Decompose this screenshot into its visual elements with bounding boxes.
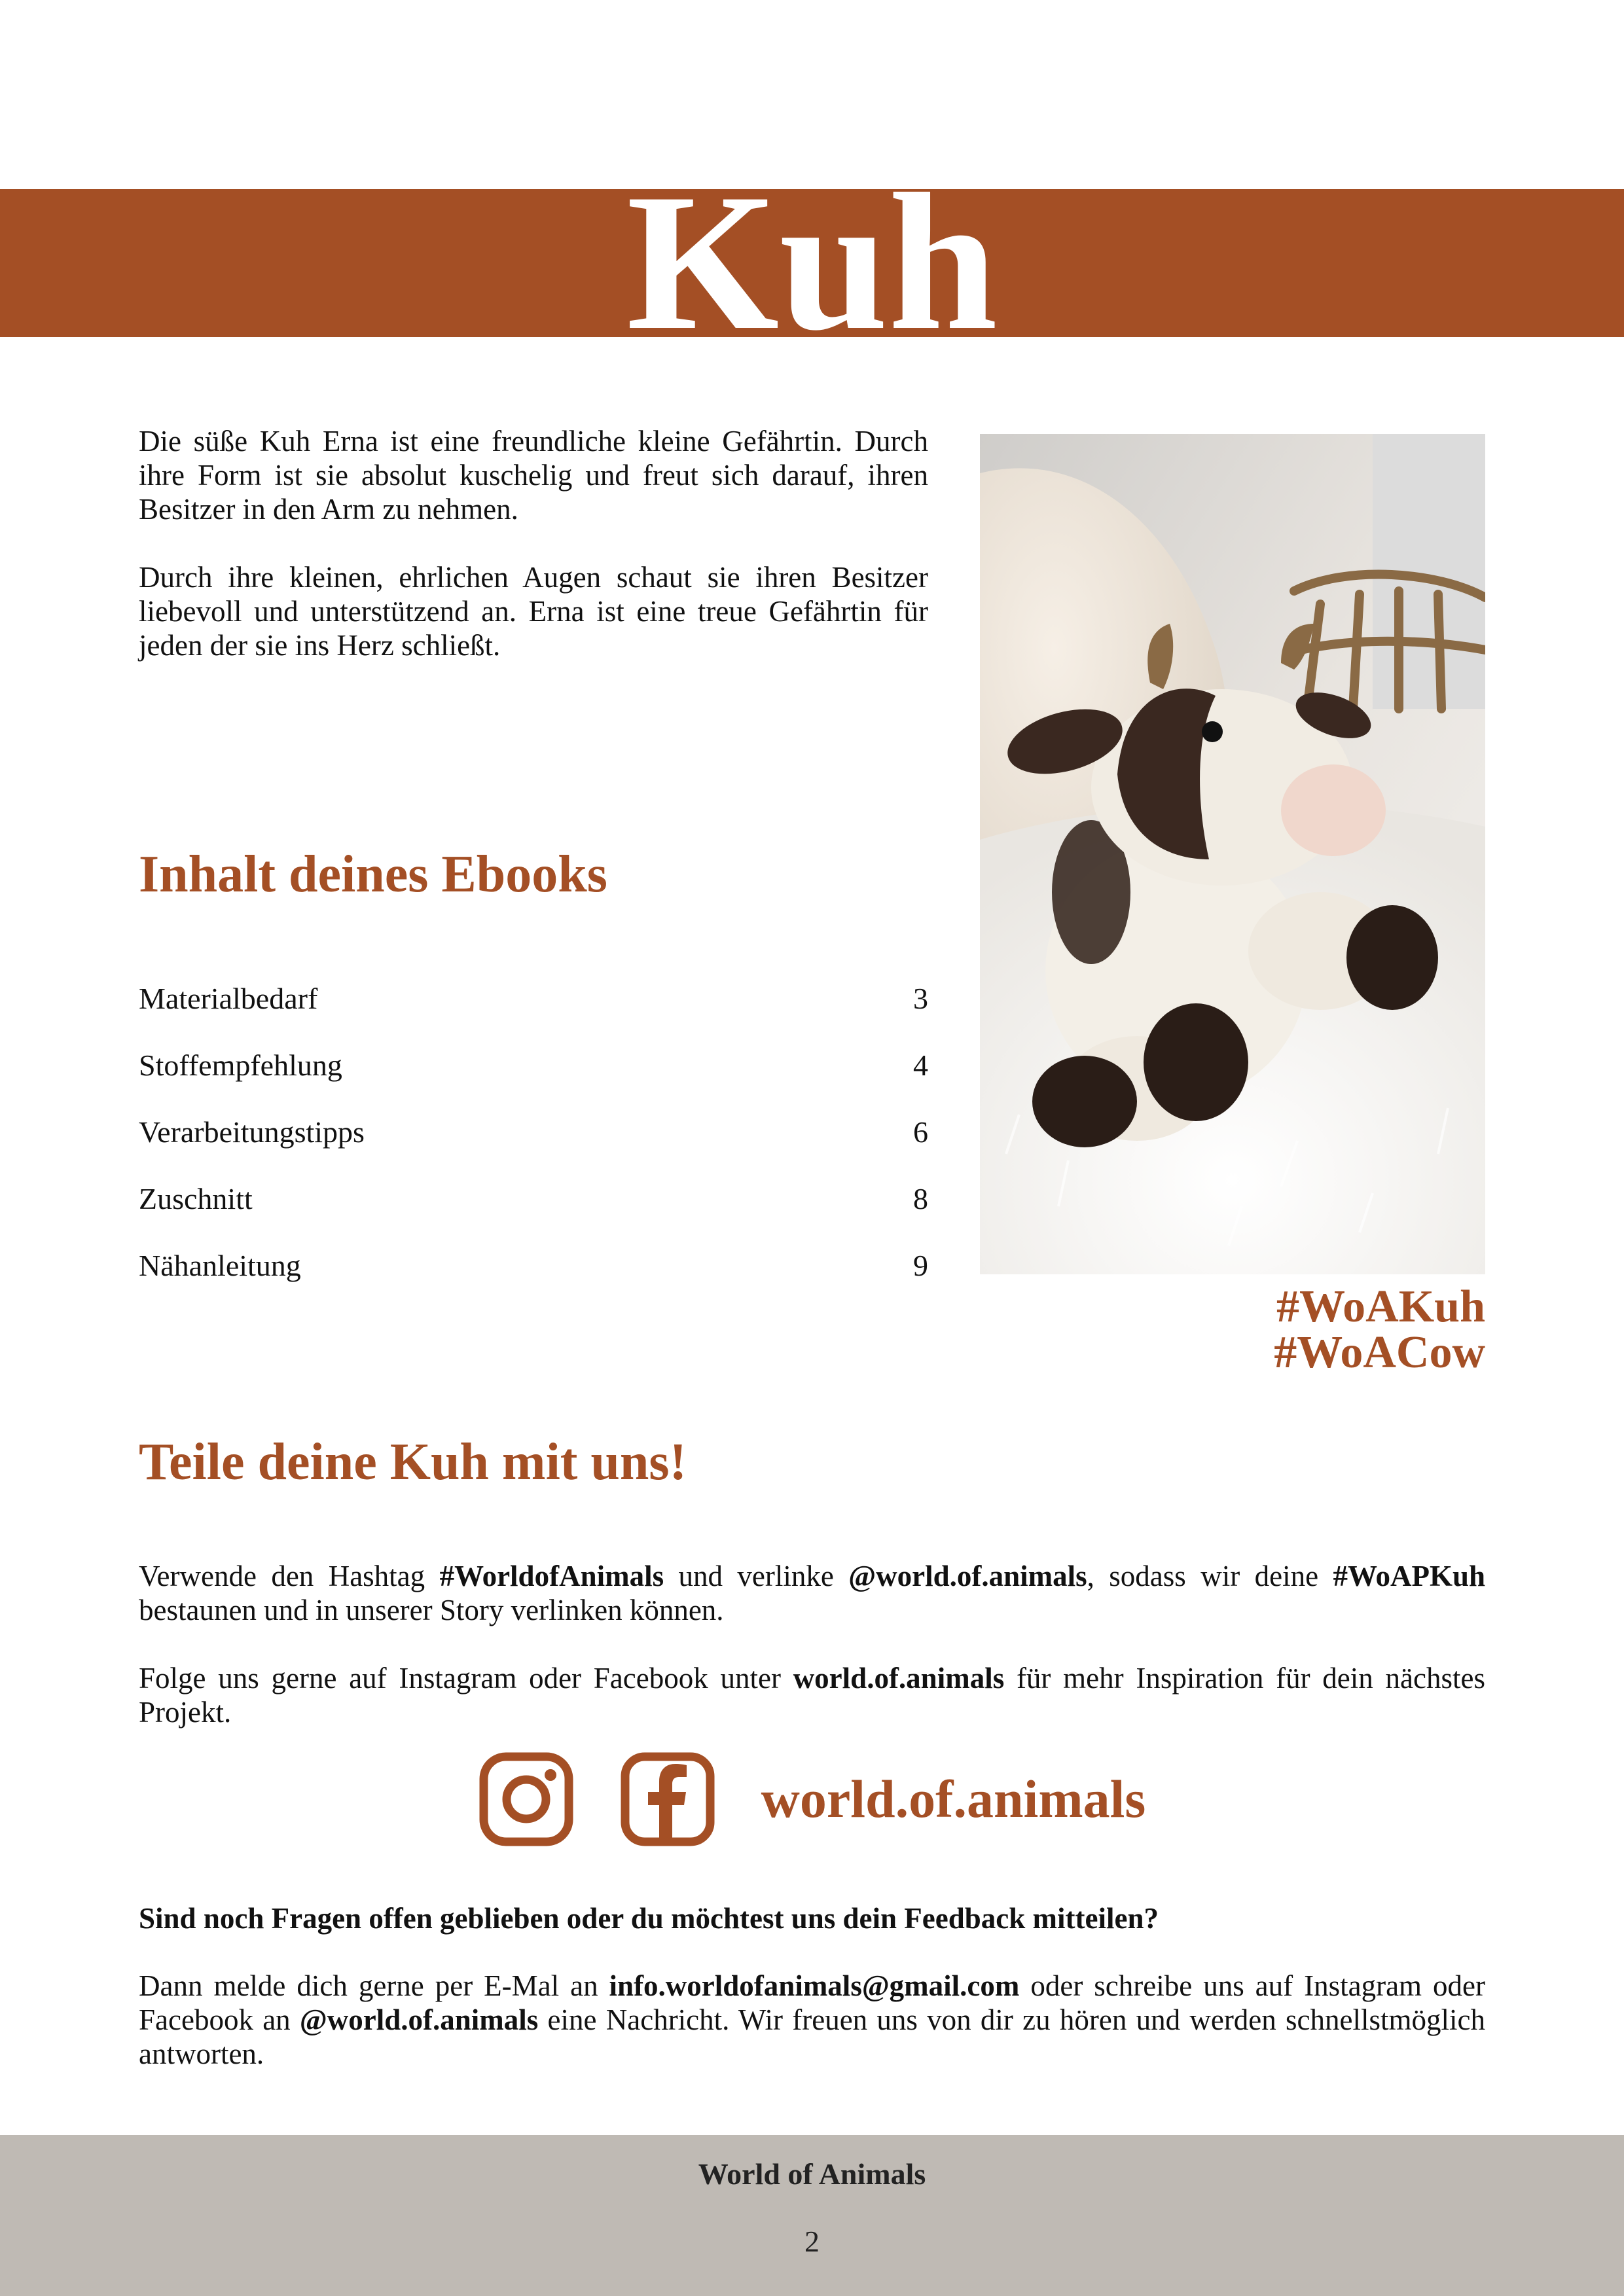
cow-plush-photo [980, 434, 1485, 1274]
hashtag-kuh: #WoAKuh [1276, 1282, 1485, 1332]
faq-answer: Dann melde dich gerne per E-Mal an info.worldofanimals@gmail.com oder schreibe uns auf Instagram oder Facebook an @world.of.animals eine Nachricht. Wir freuen uns von dir zu hören und werden schnellstmöglich antworten. [139, 1969, 1485, 2070]
social-handle[interactable]: world.of.animals [761, 1769, 1146, 1829]
toc-item-label: Materialbedarf [139, 982, 318, 1015]
share-heading: Teile deine Kuh mit uns! [139, 1433, 687, 1491]
hashtag-woapkuh: #WoAPKuh [1333, 1560, 1486, 1592]
toc-item-page: 6 [913, 1115, 928, 1149]
intro-paragraph-2: Durch ihre kleinen, ehrlichen Augen schaut sie ihren Besitzer liebevoll und unterstützend an. Erna ist eine treue Gefährtin für jeden der sie ins Herz schließt. [139, 561, 928, 662]
social-row [0, 1751, 1624, 1847]
toc-item-label: Nähanleitung [139, 1249, 301, 1282]
instagram-icon[interactable] [478, 1751, 574, 1847]
table-of-contents [139, 982, 928, 1316]
share-paragraph-1: Verwende den Hashtag #WorldofAnimals und verlinke @world.of.animals, sodass wir deine #WoAPKuh bestaunen und in unserer Story verlinken können. [139, 1560, 1486, 1626]
hashtags [980, 1284, 1485, 1376]
toc-item[interactable] [139, 1249, 928, 1316]
toc-item-label: Verarbeitungstipps [139, 1115, 365, 1149]
toc-item-label: Zuschnitt [139, 1182, 253, 1215]
account-name[interactable]: world.of.animals [793, 1662, 1005, 1695]
share-paragraph-2: Folge uns gerne auf Instagram oder Facebook unter world.of.animals für mehr Inspiration für dein nächstes Projekt. [139, 1662, 1485, 1729]
toc-item-label: Stoffempfehlung [139, 1049, 342, 1082]
hashtag-cow: #WoACow [1274, 1327, 1485, 1378]
intro-paragraph-1: Die süße Kuh Erna ist eine freundliche kleine Gefährtin. Durch ihre Form ist sie absolut kuschelig und freut sich darauf, ihren Besitzer in den Arm zu nehmen. [139, 425, 928, 526]
hashtag-worldofanimals: #WorldofAnimals [439, 1560, 664, 1592]
email-link[interactable]: info.worldofanimals@gmail.com [609, 1969, 1020, 2002]
toc-item[interactable] [139, 982, 928, 1049]
toc-item-page: 3 [913, 982, 928, 1015]
faq-question: Sind noch Fragen offen geblieben oder du möchtest uns dein Feedback mitteilen? [139, 1902, 1159, 1935]
share-text [139, 1559, 1485, 1729]
toc-item-page: 9 [913, 1249, 928, 1282]
account-mention[interactable]: @world.of.animals [848, 1560, 1087, 1592]
toc-item-page: 8 [913, 1182, 928, 1215]
toc-item[interactable] [139, 1182, 928, 1249]
page-number: 2 [804, 2225, 820, 2258]
toc-item[interactable] [139, 1115, 928, 1182]
facebook-icon[interactable] [620, 1751, 715, 1847]
page-title: Kuh [626, 153, 998, 370]
account-mention[interactable]: @world.of.animals [299, 2003, 539, 2036]
toc-item-page: 4 [913, 1049, 928, 1082]
footer-brand: World of Animals [698, 2157, 926, 2191]
toc-item[interactable] [139, 1049, 928, 1115]
intro-text [139, 424, 928, 696]
toc-heading: Inhalt deines Ebooks [139, 846, 607, 903]
